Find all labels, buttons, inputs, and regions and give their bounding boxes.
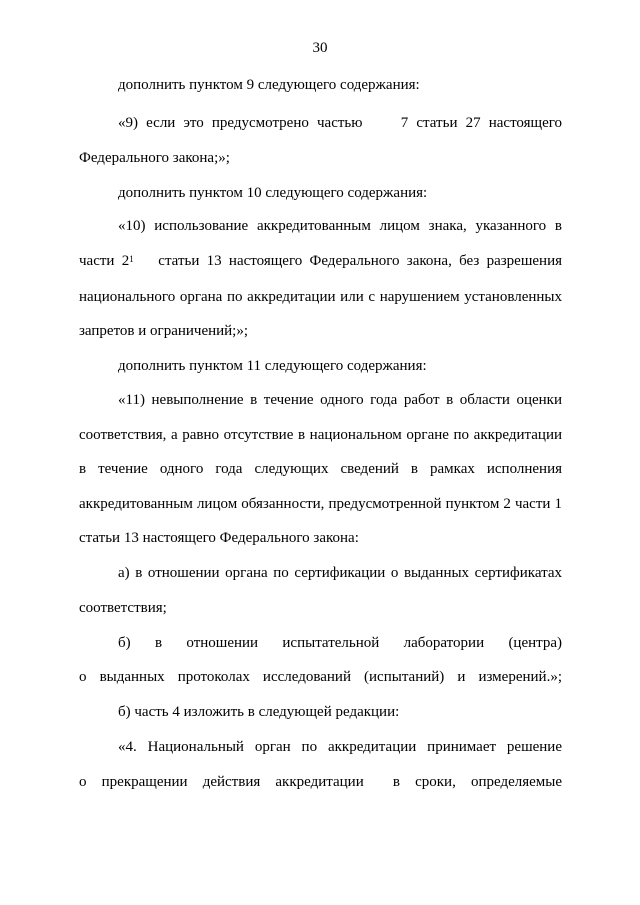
paragraph-line: национального органа по аккредитации или с нарушением установленных <box>79 289 562 305</box>
paragraph-line: о выданных протоколах исследований (испытаний) и измерений.»; <box>79 669 562 685</box>
paragraph-line: запретов и ограничений;»; <box>79 323 249 339</box>
paragraph-line: соответствия; <box>79 600 167 616</box>
paragraph-line: дополнить пунктом 10 следующего содержания: <box>118 185 428 201</box>
paragraph-line: Федерального закона;»; <box>79 150 230 166</box>
paragraph-line: б) часть 4 изложить в следующей редакции: <box>118 704 400 720</box>
paragraph-line: о прекращении действия аккредитации в сроки, определяемые <box>79 774 563 790</box>
page-number: 30 <box>312 40 328 56</box>
paragraph-line: статьи 13 настоящего Федерального закона: <box>79 530 359 546</box>
paragraph-line: «9) если это предусмотрено частью 7 статьи 27 настоящего <box>118 115 563 131</box>
paragraph-line: б) в отношении испытательной лаборатории (центра) <box>118 635 563 651</box>
paragraph-line: дополнить пунктом 9 следующего содержания: <box>118 77 420 93</box>
paragraph-line: «10) использование аккредитованным лицом знака, указанного в <box>118 218 562 234</box>
paragraph-line: «11) невыполнение в течение одного года работ в области оценки <box>118 392 562 408</box>
paragraph-line: «4. Национальный орган по аккредитации принимает решение <box>118 739 562 755</box>
paragraph-line: части $2^1$ статьи 13 настоящего Федерального закона, без разрешения <box>79 253 562 269</box>
paragraph-line: аккредитованным лицом обязанности, предусмотренной пунктом 2 части 1 <box>79 496 562 512</box>
paragraph-line: в течение одного года следующих сведений в рамках исполнения <box>79 461 562 477</box>
paragraph-line: соответствия, а равно отсутствие в национальном органе по аккредитации <box>79 427 562 443</box>
paragraph-line: а) в отношении органа по сертификации о выданных сертификатах <box>118 565 562 581</box>
paragraph-line: дополнить пунктом 11 следующего содержания: <box>118 358 427 374</box>
